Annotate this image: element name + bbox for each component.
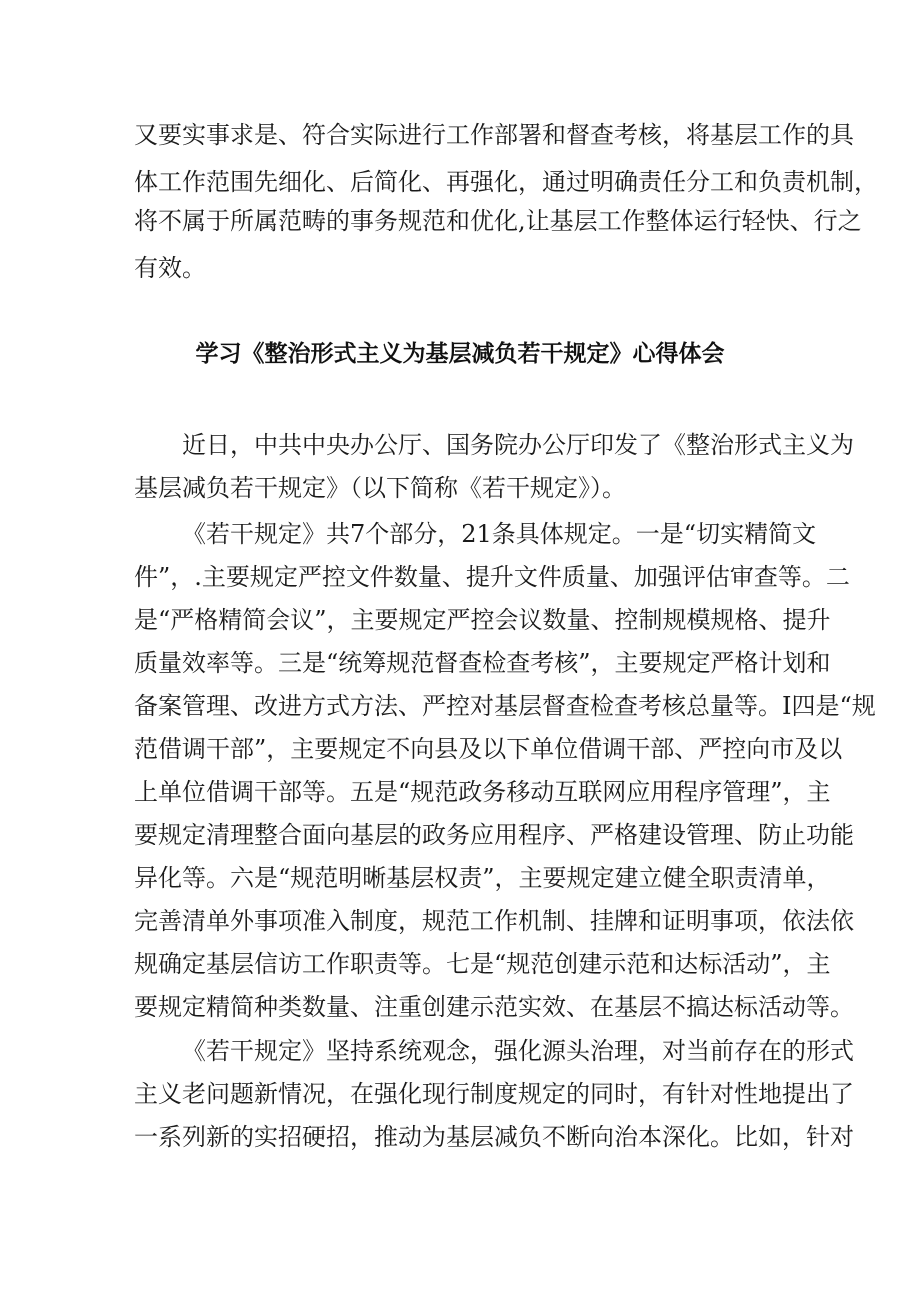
paragraph-line: 规确定基层信访工作职责等。七是“规范创建示范和达标活动”，主 bbox=[134, 950, 831, 978]
paragraph-line: 质量效率等。三是“统筹规范督查检查考核”，主要规定严格计划和 bbox=[134, 649, 831, 677]
intro-line: 又要实事求是、符合实际进行工作部署和督查考核，将基层工作的具 bbox=[134, 121, 854, 149]
paragraph-line: 要规定清理整合面向基层的政务应用程序、严格建设管理、防止功能 bbox=[134, 821, 854, 849]
intro-line: 体工作范围先细化、后简化、再强化，通过明确责任分工和负责机制， bbox=[134, 168, 878, 196]
paragraph-line: 《若干规定》共7个部分，21条具体规定。一是“切实精简文 bbox=[182, 520, 817, 548]
paragraph-line: 一系列新的实招硬招，推动为基层减负不断向治本深化。比如，针对 bbox=[134, 1123, 854, 1151]
intro-line: 有效。 bbox=[134, 254, 206, 282]
document-title: 学习《整治形式主义为基层减负若干规定》心得体会 bbox=[195, 341, 725, 367]
paragraph-line: 上单位借调干部等。五是“规范政务移动互联网应用程序管理”，主 bbox=[134, 778, 831, 806]
paragraph-line: 是“严格精简会议”，主要规定严控会议数量、控制规模规格、提升 bbox=[134, 606, 831, 634]
paragraph-line: 基层减负若干规定》（以下简称《若干规定》）。 bbox=[134, 474, 626, 502]
paragraph-line: 异化等。六是“规范明晰基层权责”，主要规定建立健全职责清单， bbox=[134, 864, 831, 892]
paragraph-line: 《若干规定》坚持系统观念，强化源头治理，对当前存在的形式 bbox=[182, 1037, 854, 1065]
paragraph-line: 范借调干部”，主要规定不向县及以下单位借调干部、严控向市及以 bbox=[134, 735, 843, 763]
paragraph-line: 完善清单外事项准入制度，规范工作机制、挂牌和证明事项，依法依 bbox=[134, 907, 854, 935]
paragraph-line: 备案管理、改进方式方法、严控对基层督查检查考核总量等。I四是“规 bbox=[134, 692, 876, 720]
paragraph-line: 主义老问题新情况，在强化现行制度规定的同时，有针对性地提出了 bbox=[134, 1080, 854, 1108]
intro-line: 将不属于所属范畴的事务规范和优化,让基层工作整体运行轻快、行之 bbox=[134, 207, 862, 235]
paragraph-line: 要规定精简种类数量、注重创建示范实效、在基层不搞达标活动等。 bbox=[134, 993, 854, 1021]
paragraph-line: 件”，.主要规定严控文件数量、提升文件质量、加强评估审查等。二 bbox=[134, 563, 850, 591]
paragraph-line: 近日，中共中央办公厅、国务院办公厅印发了《整治形式主义为 bbox=[182, 431, 854, 459]
